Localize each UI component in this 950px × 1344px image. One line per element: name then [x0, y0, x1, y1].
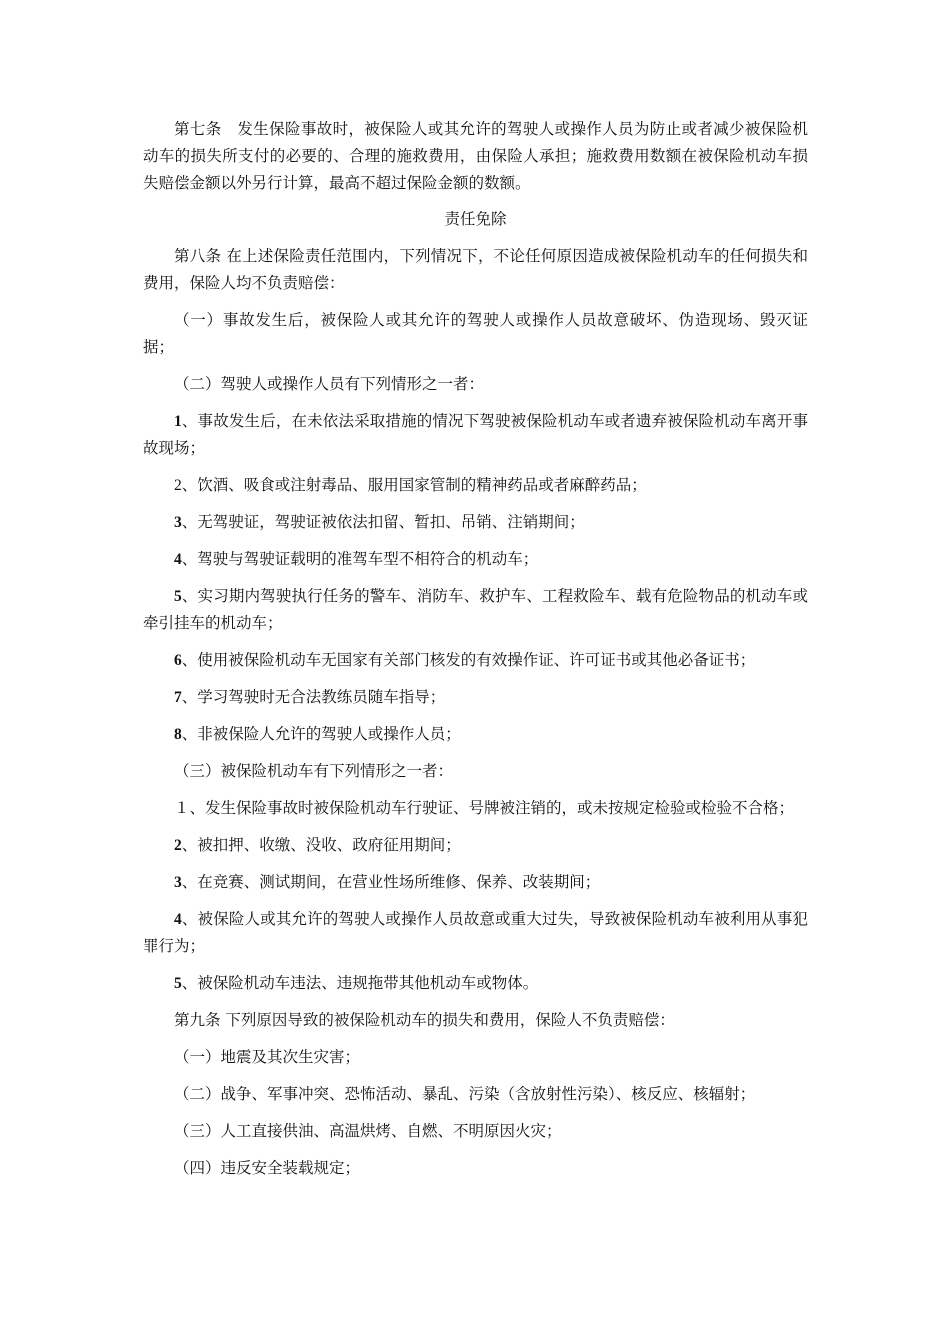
- article-8-item-2-sub-1: [143, 408, 808, 462]
- sub-item-number: 7: [174, 689, 182, 706]
- sub-item-text: 、在竞赛、测试期间，在营业性场所维修、保养、改装期间；: [181, 873, 601, 891]
- article-9-item-3: （三）人工直接供油、高温烘烤、自燃、不明原因火灾；: [174, 1122, 562, 1140]
- document-page: [143, 116, 808, 1192]
- article-9-intro: 第九条 下列原因导致的被保险机动车的损失和费用，保险人不负责赔偿：: [174, 1011, 675, 1029]
- article-8-item-2-sub-2: [143, 472, 808, 499]
- article-8-item-3-sub-5: [143, 970, 808, 997]
- sub-item-number: 3: [174, 874, 182, 891]
- sub-item-number: 5: [174, 975, 182, 992]
- article-8-item-2-sub-5: [143, 583, 808, 637]
- sub-item-text: 、无驾驶证，驾驶证被依法扣留、暂扣、吊销、注销期间；: [181, 513, 585, 531]
- sub-item-number: 2: [174, 837, 182, 854]
- article-8-item-2: （二）驾驶人或操作人员有下列情形之一者：: [174, 375, 485, 393]
- sub-item-text: 、使用被保险机动车无国家有关部门核发的有效操作证、许可证书或其他必备证书；: [181, 651, 756, 669]
- article-8-item-3-sub-4: [143, 906, 808, 960]
- sub-item-text: 、实习期内驾驶执行任务的警车、消防车、救护车、工程救险车、载有危险物品的机动车或牵引挂车的机动车；: [143, 587, 808, 632]
- sub-item-number: 3: [174, 514, 182, 531]
- sub-item-text: 、驾驶与驾驶证载明的准驾车型不相符合的机动车；: [181, 550, 539, 568]
- article-8-item-3: （三）被保险机动车有下列情形之一者：: [174, 762, 454, 780]
- article-8-item-2-sub-7: [143, 684, 808, 711]
- article-8-item-3-sub-2: [143, 832, 808, 859]
- sub-item-text: 、被保险机动车违法、违规拖带其他机动车或物体。: [181, 974, 539, 992]
- sub-item-number: 1: [174, 413, 182, 430]
- sub-item-number: １: [174, 800, 190, 817]
- article-8-item-2-sub-8: [143, 721, 808, 748]
- sub-item-text: 、饮酒、吸食或注射毒品、服用国家管制的精神药品或者麻醉药品；: [181, 476, 647, 494]
- sub-item-text: 、非被保险人允许的驾驶人或操作人员；: [181, 725, 461, 743]
- article-8-item-1: （一）事故发生后，被保险人或其允许的驾驶人或操作人员故意破坏、伪造现场、毁灭证据；: [143, 311, 808, 356]
- article-8-item-3-sub-1: [143, 795, 808, 822]
- sub-item-text: 、发生保险事故时被保险机动车行驶证、号牌被注销的，或未按规定检验或检验不合格；: [189, 799, 795, 817]
- article-8-item-2-sub-6: [143, 647, 808, 674]
- sub-item-text: 、学习驾驶时无合法教练员随车指导；: [181, 688, 446, 706]
- article-8-item-3-sub-3: [143, 869, 808, 896]
- article-7-paragraph: 第七条 发生保险事故时，被保险人或其允许的驾驶人或操作人员为防止或者减少被保险机动车的损失所支付的必要的、合理的施救费用，由保险人承担；施救费用数额在被保险机动车损失赔偿金额以外另行计算，最高不超过保险金额的数额。: [143, 120, 808, 192]
- article-8-item-2-sub-4: [143, 546, 808, 573]
- sub-item-text: 、被扣押、收缴、没收、政府征用期间；: [181, 836, 461, 854]
- sub-item-number: 4: [174, 551, 182, 568]
- article-9-item-4: （四）违反安全装载规定；: [174, 1159, 361, 1177]
- article-9-item-1: （一）地震及其次生灾害；: [174, 1048, 361, 1066]
- sub-item-number: 4: [174, 911, 182, 928]
- article-9-item-2: （二）战争、军事冲突、恐怖活动、暴乱、污染（含放射性污染）、核反应、核辐射；: [174, 1085, 756, 1103]
- article-8-item-2-sub-3: [143, 509, 808, 536]
- sub-item-number: 5: [174, 588, 182, 605]
- article-8-intro: 第八条 在上述保险责任范围内，下列情况下，不论任何原因造成被保险机动车的任何损失和费用，保险人均不负责赔偿：: [143, 247, 808, 292]
- sub-item-text: 、事故发生后，在未依法采取措施的情况下驾驶被保险机动车或者遗弃被保险机动车离开事故现场；: [143, 412, 808, 457]
- sub-item-number: 8: [174, 726, 182, 743]
- sub-item-text: 、被保险人或其允许的驾驶人或操作人员故意或重大过失，导致被保险机动车被利用从事犯罪行为；: [143, 910, 808, 955]
- sub-item-number: 2: [174, 477, 182, 494]
- section-heading-exclusions: 责任免除: [444, 210, 507, 228]
- sub-item-number: 6: [174, 652, 182, 669]
